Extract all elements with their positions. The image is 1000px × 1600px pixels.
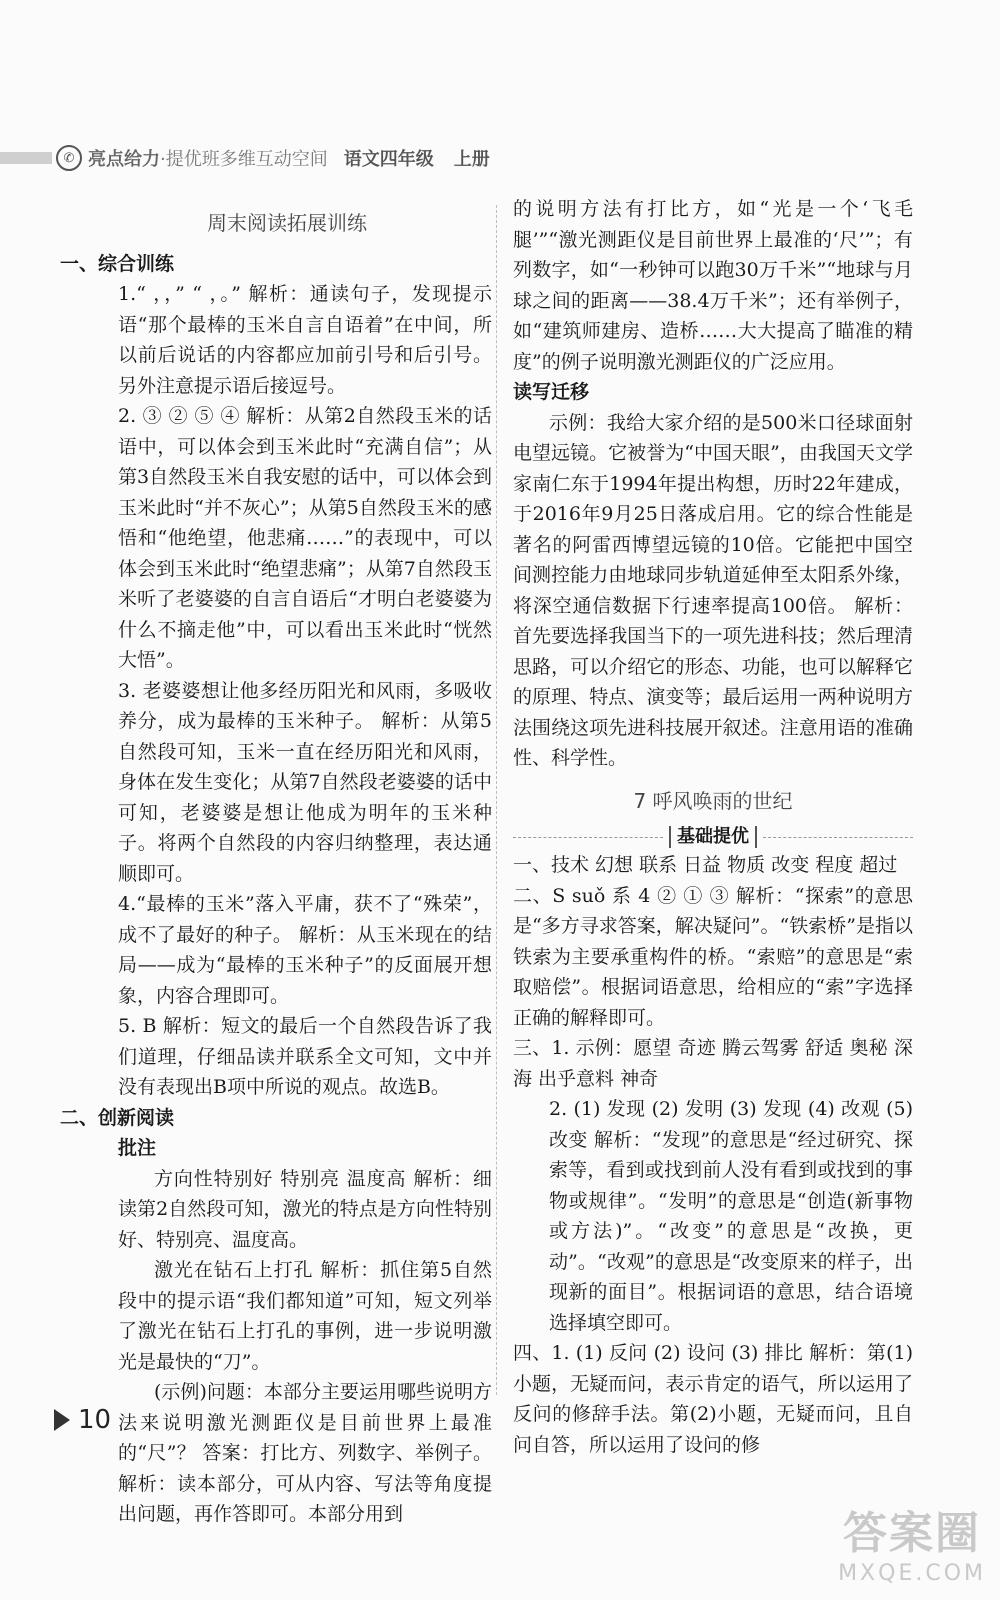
- answer-r2: 二、S suǒ 系 4 ② ① ③ 解析：“探索”的意思是“多方寻求答案，解决疑问”。“铁索桥”是指以铁索为主要承重构件的桥。“索赔”的意思是“索取赔偿”。根据词语意思，给相应的“索”字选择正确的解释即可。: [513, 884, 913, 1029]
- watermark: [838, 1497, 986, 1586]
- section-title: 周末阅读拓展训练: [207, 211, 367, 235]
- answer-r3a: 三、1. 示例：愿望 奇迹 腾云驾雾 舒适 奥秘 深海 出乎意料 神奇: [513, 1037, 913, 1090]
- annotation-2: 激光在钻石上打孔 解析：抓住第5自然段中的提示语“我们都知道”可知，短文列举了激光在钻石上打孔的事例，进一步说明激光是最快的“刀”。: [118, 1259, 492, 1373]
- answer-r1: 一、技术 幻想 联系 日益 物质 改变 程度 超过: [513, 854, 898, 876]
- annotation-heading: 批注: [118, 1137, 157, 1159]
- header-brand: 亮点给力: [88, 149, 160, 170]
- lesson-title: 7 呼风唤雨的世纪: [633, 788, 793, 813]
- left-column: [60, 200, 492, 1530]
- part2-heading: 二、创新阅读: [60, 1106, 175, 1129]
- watermark-url: MXQE.COM: [838, 1561, 986, 1586]
- header-bar: [0, 152, 52, 164]
- answer-q3: 3. 老婆婆想让他多经历阳光和风雨，多吸收养分，成为最棒的玉米种子。 解析：从第5自然段可知，玉米一直在经历阳光和风雨，身体在发生变化；从第7自然段老婆婆的话中可知，老婆婆是想让他成为明年的玉米种子。将两个自然段的内容归纳整理，表达通顺即可。: [118, 679, 492, 885]
- read-write-answer: 示例：我给大家介绍的是500米口径球面射电望远镜。它被誉为“中国天眼”，由我国天文学家南仁东于1994年提出构想，历时22年建成，于2016年9月25日落成启用。它的综合性能是著名的阿雷西博望远镜的10倍。它能把中国空间测控能力由地球同步轨道延伸至太阳系外缘，将深空通信数据下行速率提高100倍。 解析：首先要选择我国当下的一项先进科技；然后理清思路，可以介绍它的形态、功能，也可以解释它的原理、特点、演变等；最后运用一两种说明方法围绕这项先进科技展开叙述。注意用语的准确性、科学性。: [513, 411, 913, 769]
- dashed-line-left: [513, 837, 663, 838]
- answer-q1: 1.“ ，，” “ ，。” 解析：通读句子，发现提示语“那个最棒的玉米自言自语着”在中间，所以前后说话的内容都应加前引号和后引号。另外注意提示语后接逗号。: [118, 283, 492, 397]
- answer-q5: 5. B 解析：短文的最后一个自然段告诉了我们道理，仔细品读并联系全文可知，文中并没有表现出B项中所说的观点。故选B。: [118, 1015, 492, 1098]
- column-divider: [496, 205, 497, 1395]
- header-volume: 上册: [453, 149, 490, 170]
- right-column: [513, 200, 913, 1460]
- header-subject: 语文四年级: [343, 149, 434, 170]
- page-header: [0, 142, 490, 174]
- watermark-logo: 答案圈: [843, 1508, 982, 1559]
- answer-q2: 2. ③ ② ⑤ ④ 解析：从第2自然段玉米的话语中，可以体会到玉米此时“充满自信”；从第3自然段玉米自我安慰的话中，可以体会到玉米此时“并不灰心”；从第5自然段玉米的感悟和“他绝望，他悲痛……”的表现中，可以体会到玉米此时“绝望悲痛”；从第7自然段玉米听了老婆婆的自言自语后“才明白老婆婆为什么不摘走他”中，可以看出玉米此时“恍然大悟”。: [118, 405, 492, 671]
- read-write-heading: 读写迁移: [513, 381, 590, 403]
- page-arrow-icon: [54, 1409, 70, 1431]
- answer-r3b: 2. (1) 发现 (2) 发明 (3) 发现 (4) 改观 (5) 改变 解析：“发现”的意思是“经过研究、探索等，看到或找到前人没有看到或找到的事物或规律”。“发明”的意思是“创造(新事物或方法)”。“改变”的意思是“改换，更动”。“改观”的意思是“改变原来的样子，出现新的面目”。根据词语的意思，结合语境选择填空即可。: [549, 1098, 913, 1334]
- annotation-3: (示例)问题：本部分主要运用哪些说明方法来说明激光测距仪是目前世界上最准的“尺”？ 答案：打比方、列数字、举例子。 解析：读本部分，可从内容、写法等角度提出问题，再作答即可。本部分用到: [118, 1381, 492, 1525]
- continued-text: 的说明方法有打比方，如“光是一个‘飞毛腿’”“激光测距仪是目前世界上最准的‘尺’”；有列数字，如“一秒钟可以跑30万千米”“地球与月球之间的距离——38.4万千米”；还有举例子，如“建筑师建房、造桥……大大提高了瞄准的精度”的例子说明激光测距仪的广泛应用。: [513, 198, 913, 373]
- basic-box-title: [513, 826, 913, 848]
- part1-heading: 一、综合训练: [60, 252, 175, 275]
- page-number: [54, 1405, 111, 1435]
- box-title-text: 基础提优: [669, 826, 757, 848]
- answer-r4: 四、1. (1) 反问 (2) 设问 (3) 排比 解析：第(1)小题，无疑而问，表示肯定的语气，所以运用了反问的修辞手法。第(2)小题，无疑而问，且自问自答，所以运用了设问的修: [513, 1342, 913, 1456]
- annotation-1: 方向性特别好 特别亮 温度高 解析：细读第2自然段可知，激光的特点是方向性特别好、特别亮、温度高。: [118, 1167, 492, 1251]
- answer-q4: 4.“最棒的玉米”落入平庸，获不了“殊荣”，成不了最好的种子。 解析：从玉米现在的结局——成为“最棒的玉米种子”的反面展开想象，内容合理即可。: [118, 893, 492, 1007]
- speech-bubble-icon: ✆: [56, 145, 82, 171]
- header-subtitle: ·提优班多维互动空间: [160, 149, 328, 170]
- dashed-line-right: [763, 837, 913, 838]
- page-number-text: 10: [78, 1405, 112, 1435]
